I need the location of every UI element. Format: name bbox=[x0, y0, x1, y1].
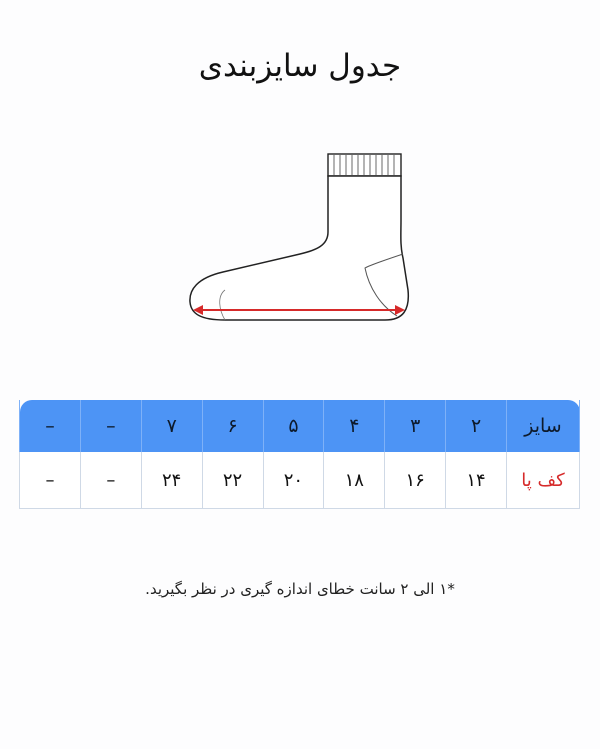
size-row bbox=[20, 400, 580, 452]
foot-length-cell: ۱۶ bbox=[385, 452, 446, 509]
foot-length-label: کف پا bbox=[507, 452, 580, 509]
foot-length-cell: – bbox=[20, 452, 81, 509]
foot-length-cell: ۱۸ bbox=[324, 452, 385, 509]
measurement-note: *۱ الی ۲ سانت خطای اندازه گیری در نظر بگیرید. bbox=[145, 580, 455, 598]
sock-icon bbox=[185, 150, 415, 335]
size-cell: ۵ bbox=[263, 400, 324, 452]
size-cell: – bbox=[80, 400, 141, 452]
foot-length-cell: ۲۰ bbox=[263, 452, 324, 509]
size-cell: ۲ bbox=[446, 400, 507, 452]
size-cell: ۶ bbox=[202, 400, 263, 452]
size-cell: ۴ bbox=[324, 400, 385, 452]
size-cell: ۳ bbox=[385, 400, 446, 452]
foot-length-cell: ۱۴ bbox=[446, 452, 507, 509]
size-cell: ۷ bbox=[141, 400, 202, 452]
page-title: جدول سایزبندی bbox=[198, 48, 402, 84]
size-cell: – bbox=[20, 400, 81, 452]
foot-length-cell: ۲۴ bbox=[141, 452, 202, 509]
size-label: سایز bbox=[507, 400, 580, 452]
size-table bbox=[19, 400, 580, 509]
foot-length-cell: – bbox=[80, 452, 141, 509]
foot-length-row bbox=[20, 452, 580, 509]
foot-length-cell: ۲۲ bbox=[202, 452, 263, 509]
